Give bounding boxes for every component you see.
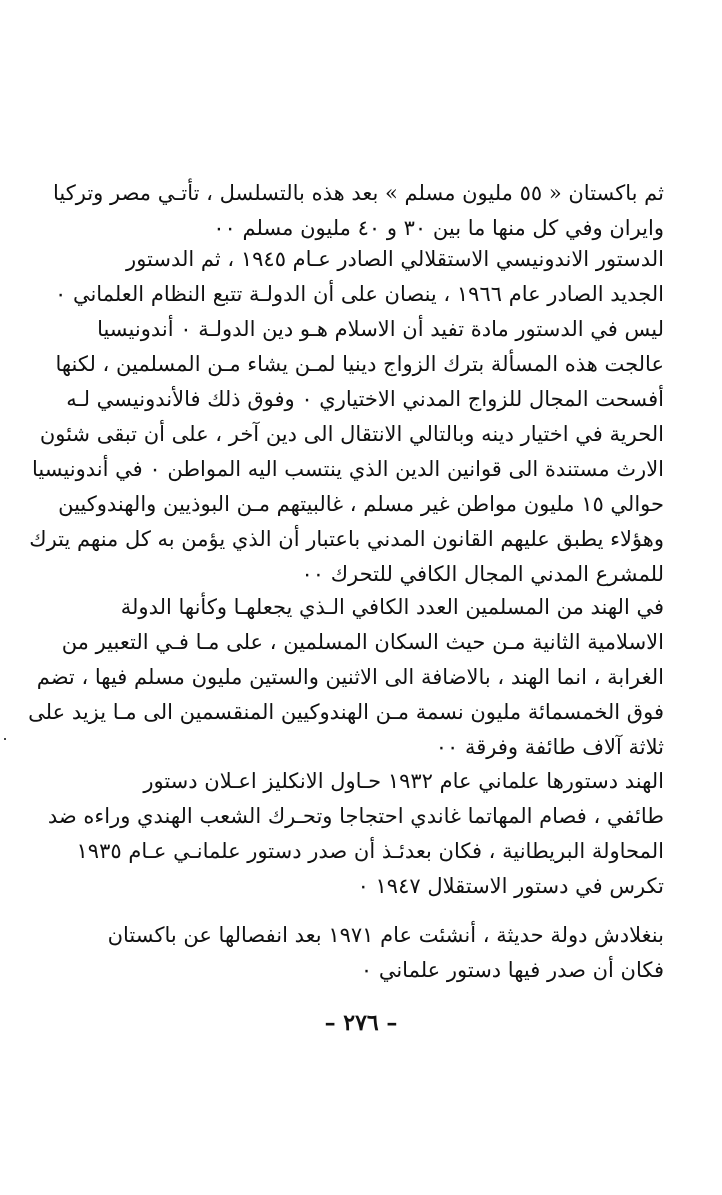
text-line: وايران وفي كل منها ما بين ٣٠ و ٤٠ مليون مسلم ٠٠ (213, 216, 664, 240)
text-line: في الهند من المسلمين العدد الكافي الـذي يجعلهـا وكأنها الدولة (120, 595, 664, 619)
text-line: تكرس في دستور الاستقلال ١٩٤٧ ٠ (357, 874, 664, 898)
text-line: الهند دستورها علماني عام ١٩٣٢ حـاول الانكليز اعـلان دستور (143, 769, 664, 793)
text-line: الاسلامية الثانية مـن حيث السكان المسلمين ، على مـا فـي التعبير من (61, 630, 664, 654)
text-line: حوالي ١٥ مليون مواطن غير مسلم ، غالبيتهم مـن البوذيين والهندوكيين (58, 492, 664, 516)
text-line: الغرابة ، انما الهند ، بالاضافة الى الاثنين والستين مليون مسلم فيها ، تضم (36, 665, 664, 689)
text-line: بنغلادش دولة حديثة ، أنشئت عام ١٩٧١ بعد انفصالها عن باكستان (107, 923, 664, 947)
text-line: فكان أن صدر فيها دستور علماني ٠ (360, 958, 664, 982)
text-line: المحاولة البريطانية ، فكان بعدئـذ أن صدر دستور علمانـي عـام ١٩٣٥ (76, 839, 664, 863)
text-line: وهؤلاء يطبق عليهم القانون المدني باعتبار أن الذي يؤمن به كل منهم يترك (29, 527, 664, 551)
text-line: فوق الخمسمائة مليون نسمة مـن الهندوكيين المنقسمين الى مـا يزيد على (28, 700, 664, 724)
paragraph-bangladesh (68, 918, 664, 988)
text-line: أفسحت المجال للزواج المدني الاختياري ٠ وفوق ذلك فالأندونيسي لـه (66, 387, 664, 411)
paragraph-india-constitution (47, 764, 664, 904)
text-line: الجديد الصادر عام ١٩٦٦ ، ينصان على أن الدولـة تتبع النظام العلماني ٠ (54, 282, 664, 306)
text-line: ليس في الدستور مادة تفيد أن الاسلام هـو دين الدولـة ٠ أندونيسيا (97, 317, 664, 341)
text-line: ثلاثة آلاف طائفة وفرقة ٠٠ (435, 735, 664, 759)
text-line: للمشرع المدني المجال الكافي للتحرك ٠٠ (301, 562, 664, 586)
text-line: عالجت هذه المسألة بترك الزواج دينيا لمـن يشاء مـن المسلمين ، لكنها (55, 352, 664, 376)
text-line: ثم باكستان « ٥٥ مليون مسلم » بعد هذه بالتسلسل ، تأتـي مصر وتركيا (53, 181, 664, 205)
scan-speck (4, 738, 6, 740)
paragraph-pakistan (53, 176, 664, 246)
text-line: الحرية في اختيار دينه وبالتالي الانتقال الى دين آخر ، على أن تبقى شئون (39, 422, 664, 446)
text-line: طائفي ، فصام المهاتما غاندي احتجاجا وتحـرك الشعب الهندي وراءه ضد (47, 804, 664, 828)
page-number: – ٢٧٦ – (324, 1010, 398, 1036)
paragraph-indonesia (29, 242, 664, 592)
text-line: الارث مستندة الى قوانين الدين الذي ينتسب اليه المواطن ٠ في أندونيسيا (31, 457, 664, 481)
text-line: الدستور الاندونيسي الاستقلالي الصادر عـام ١٩٤٥ ، ثم الدستور (126, 247, 664, 271)
paragraph-india-muslims (28, 590, 664, 765)
